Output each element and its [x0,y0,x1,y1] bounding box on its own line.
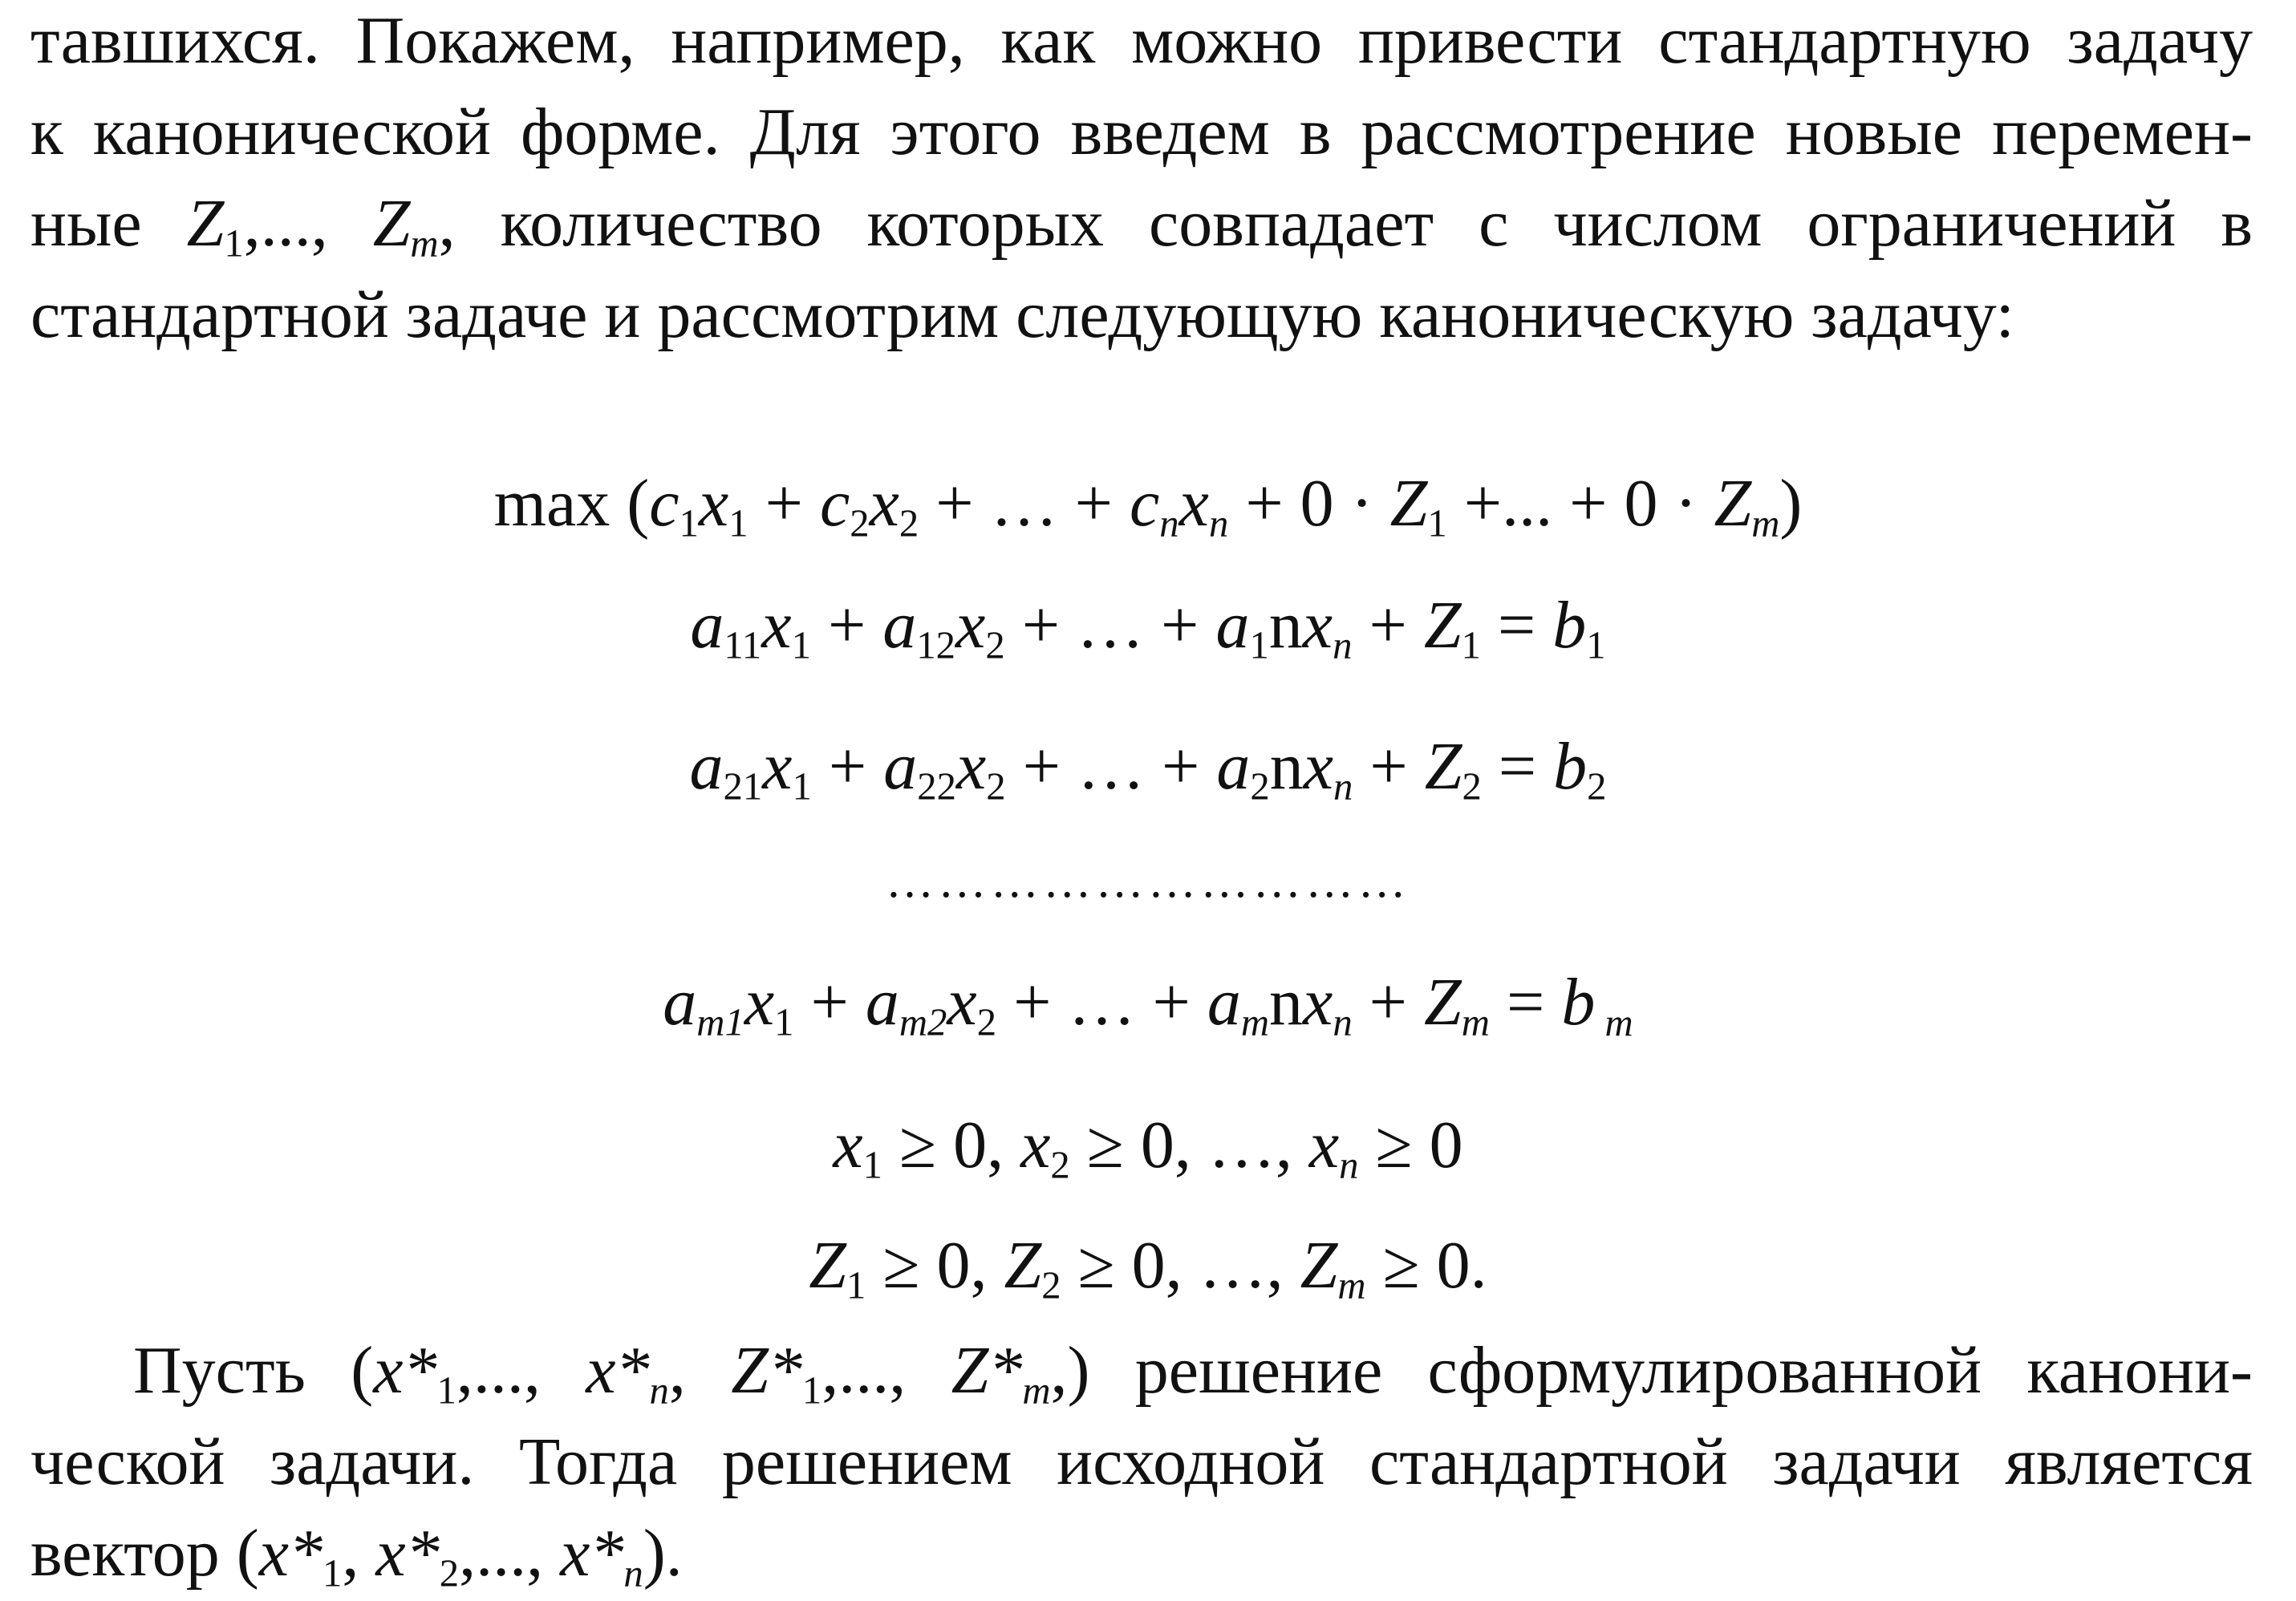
equation-nonneg-z: $Z_1 \ge 0$, $Z_2 \ge 0$, …, $Z_m \ge 0$. [809,1228,1487,1307]
paragraph-bottom-line-1: Пусть ($x*_1$,..., $x*_n$, $Z*_1$,..., $Z*_m$,) решение сформулированной канони- [133,1333,2253,1413]
equation-row-1: $a_{11}x_1 + a_{12}x_2$ + … + $a_1nx_n + Z_1 = b_1$ [690,588,1606,667]
paragraph-bottom-line-3: вектор ($x*_1$, $x*_2$,..., $x*_n$). [30,1516,683,1595]
equation-row-2: $a_{21}x_1 + a_{22}x_2$ + … + $a_2nx_n + Z_2 = b_2$ [689,729,1607,809]
equation-row-m: $a_{m1}x_1 + a_{m2}x_2$ + … + $a_mnx_n + Z_m = b$ $_m$ [663,965,1633,1044]
paragraph-bottom [30,1325,2253,1599]
paragraph-top-line-4: стандартной задаче и рассмотрим следующую каноническую задачу: [30,278,2014,352]
paragraph-top-line-3: ные $Z_1$,..., $Z_m$, количество которых совпадает с числом ограничений в [30,186,2253,265]
paragraph-top-line-2: к канонической форме. Для этого введем в рассмотрение новые перемен- [30,95,2253,169]
paragraph-bottom-line-2: ческой задачи. Тогда решением исходной стандартной задачи является [30,1425,2253,1499]
equation-objective: $\max (c_1x_1 + c_2x_2$ + … + $c_nx_n + 0 \cdot Z_1$ +... + $0 \cdot Z_m$) [493,466,1803,545]
equation-nonneg-x: $x_1 \ge 0$, $x_2 \ge 0$, …, $x_n \ge 0$ [833,1108,1463,1187]
paragraph-top [30,0,2253,361]
paragraph-top-line-1: тавшихся. Покажем, например, как можно привести стандартную задачу [30,3,2253,78]
equation-ellipsis-row: ………………………… [886,854,1410,907]
